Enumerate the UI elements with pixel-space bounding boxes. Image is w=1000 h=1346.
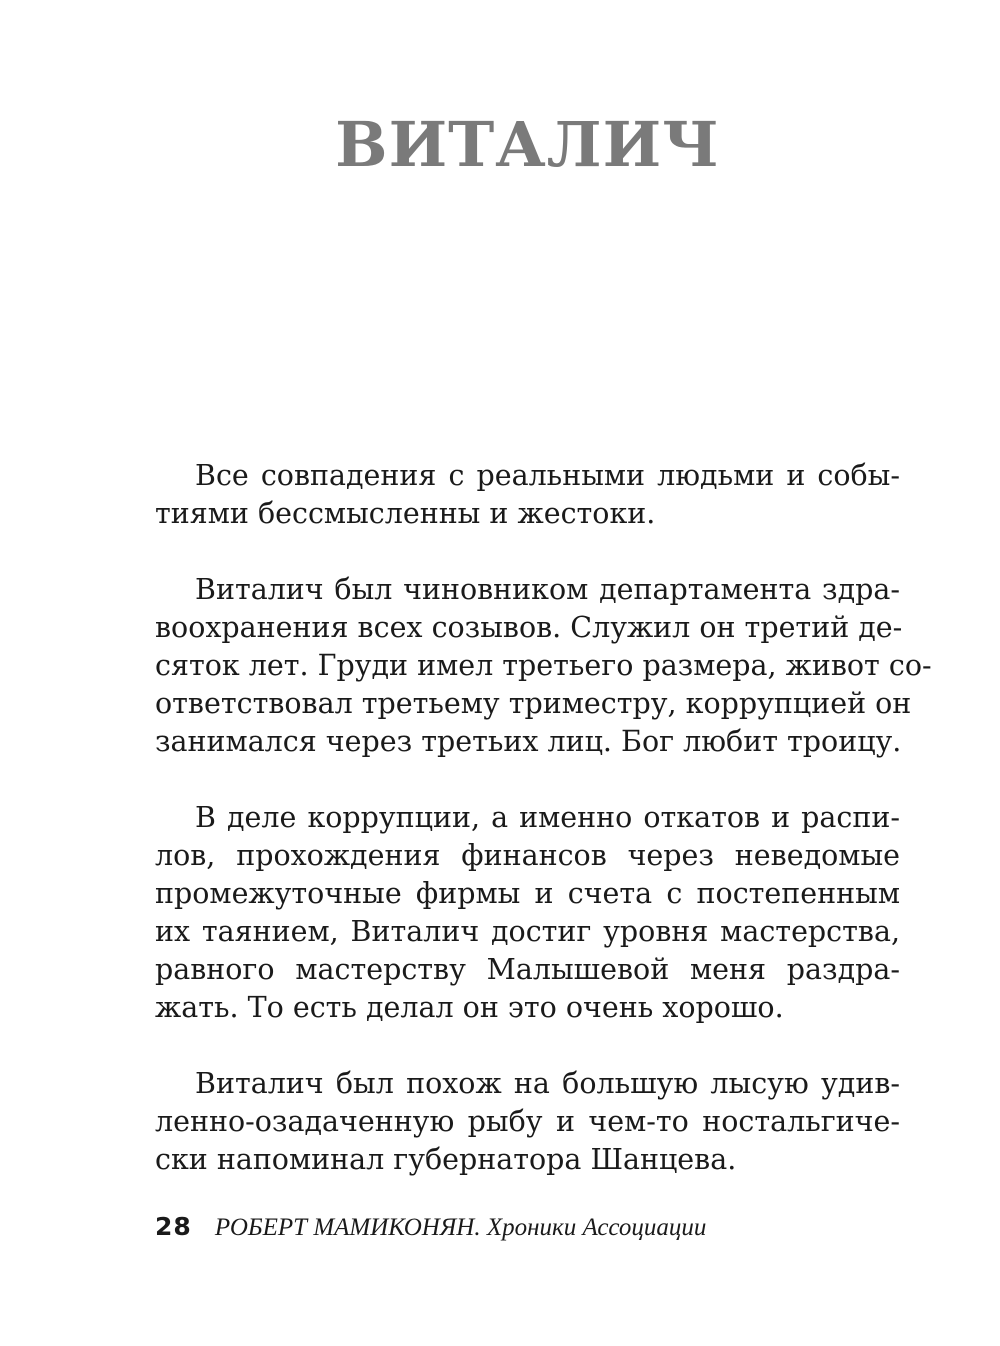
paragraph-line: жать. То есть делал он это очень хорошо.	[155, 991, 784, 1024]
paragraph-line: сяток лет. Груди имел третьего размера, живот со-	[155, 649, 932, 682]
paragraph-line: тиями бессмысленны и жестоки.	[155, 497, 656, 530]
paragraph-line: ски напоминал губернатора Шанцева.	[155, 1143, 737, 1176]
paragraph-line: ленно-озадаченную рыбу и чем-то ностальгиче-	[155, 1105, 900, 1138]
paragraph-line: Виталич был похож на большую лысую удив-	[195, 1067, 900, 1100]
paragraph-line: их таянием, Виталич достиг уровня мастерства,	[155, 915, 900, 948]
paragraph-line: Все совпадения с реальными людьми и собы-	[195, 459, 900, 492]
paragraph-line: В деле коррупции, а именно откатов и распи-	[195, 801, 900, 834]
paragraph-line: воохранения всех созывов. Служил он третий де-	[155, 611, 903, 644]
paragraph-line: равного мастерству Малышевой меня раздра-	[155, 953, 900, 986]
paragraph-4	[155, 1065, 900, 1179]
paragraph-1	[155, 457, 900, 533]
paragraph-line: занимался через третьих лиц. Бог любит троицу.	[155, 725, 902, 758]
paragraph-line: ответствовал третьему триместру, коррупцией он	[155, 687, 912, 720]
running-head: РОБЕРТ МАМИКОНЯН. Хроники Ассоциации	[214, 1214, 707, 1241]
paragraph-line: лов, прохождения финансов через неведомые	[155, 839, 900, 872]
body-text	[155, 457, 932, 1217]
paragraph-line: Виталич был чиновником департамента здра-	[195, 573, 900, 606]
paragraph-line: промежуточные фирмы и счета с постепенным	[155, 877, 900, 910]
page-number: 28	[155, 1212, 192, 1241]
paragraph-2	[155, 571, 932, 761]
chapter-title: ВИТАЛИЧ	[335, 108, 720, 181]
page-footer	[155, 1212, 706, 1242]
paragraph-3	[155, 799, 900, 1027]
